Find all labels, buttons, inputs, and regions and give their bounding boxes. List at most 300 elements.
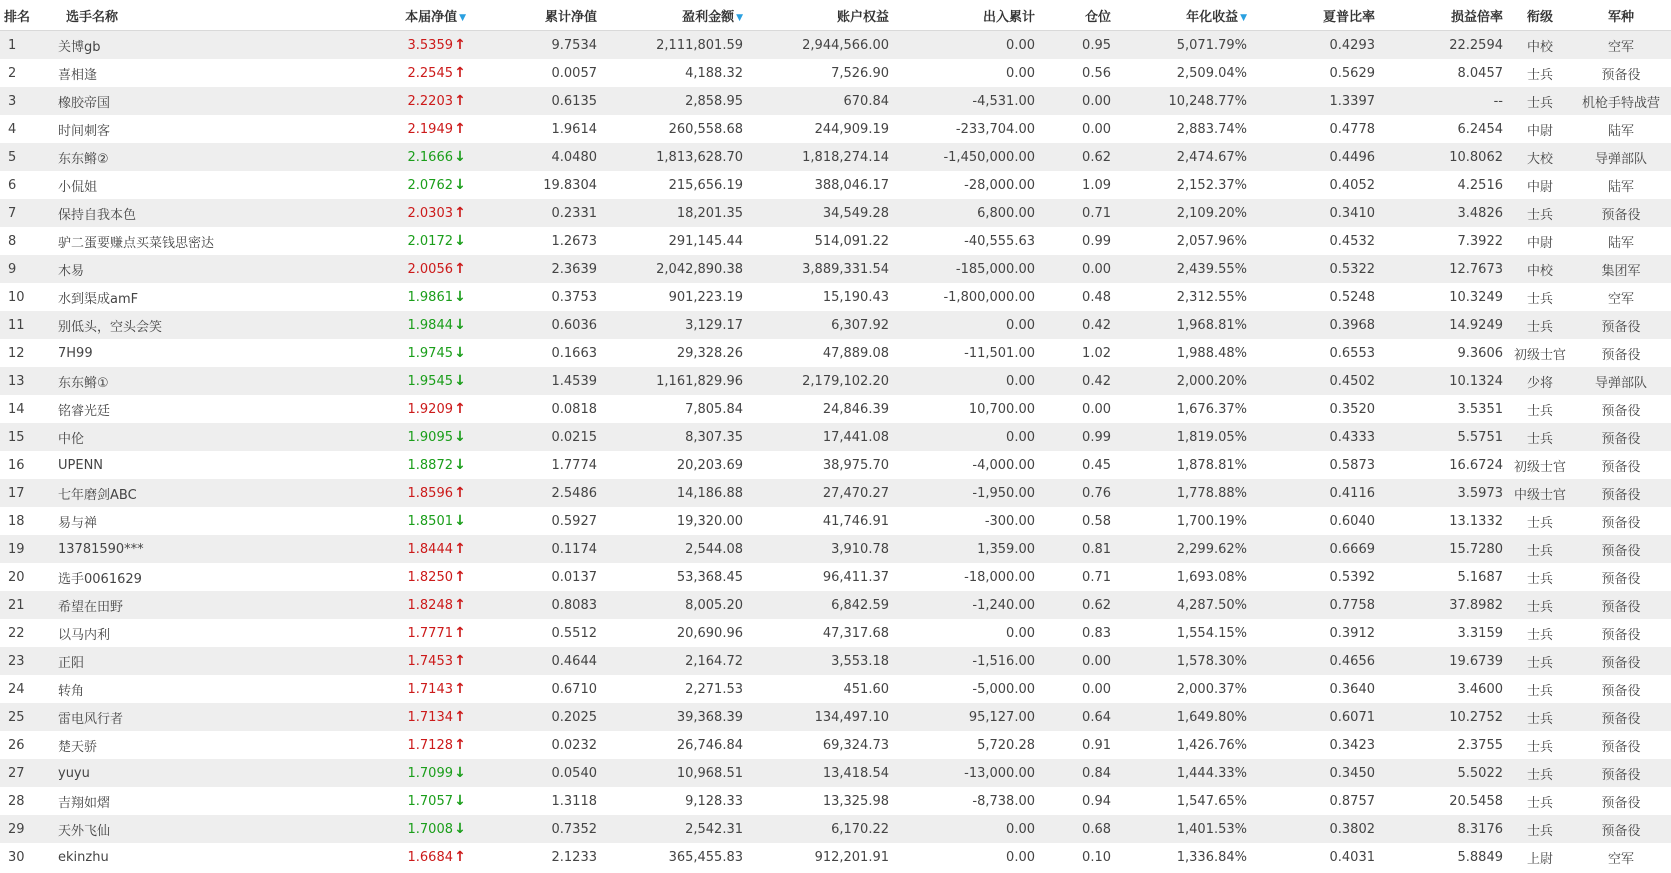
player-name[interactable]: 保持自我本色 [58, 207, 137, 223]
cum-nav-cell: 0.8083 [551, 597, 597, 613]
player-name[interactable]: 铭睿光廷 [58, 403, 111, 419]
up-arrow-icon: ↑ [454, 400, 466, 417]
arm-cell: 预备役 [1601, 655, 1641, 671]
pnl-cell: 1,813,628.70 [656, 149, 743, 165]
equity-cell: 34,549.28 [822, 205, 889, 221]
down-arrow-icon: ↓ [454, 372, 466, 389]
equity-cell: 41,746.91 [822, 513, 889, 529]
player-name[interactable]: 东东鳉② [58, 151, 109, 167]
nav-value: 2.1949 [407, 121, 453, 137]
table-row[interactable] [0, 171, 1671, 199]
pnl-cell: 20,203.69 [676, 457, 743, 473]
table-row[interactable] [0, 227, 1671, 255]
pl-ratio-cell: 10.1324 [1449, 373, 1503, 389]
nav-value: 1.7771 [407, 625, 453, 641]
player-name[interactable]: ekinzhu [58, 849, 109, 865]
down-arrow-icon: ↓ [454, 456, 466, 473]
col-equity-label: 账户权益 [836, 9, 889, 25]
flow-cell: -1,950.00 [972, 485, 1035, 501]
rank-title-cell: 士兵 [1526, 319, 1553, 335]
col-name-label: 选手名称 [66, 9, 119, 25]
rank-title-cell: 士兵 [1526, 67, 1553, 83]
rank-title-cell: 士兵 [1526, 627, 1553, 643]
nav-value: 1.8250 [407, 569, 453, 585]
flow-cell: 0.00 [1006, 821, 1035, 837]
nav-cell [336, 311, 472, 339]
arm-cell: 预备役 [1601, 767, 1641, 783]
pnl-cell: 8,307.35 [685, 429, 743, 445]
arm-cell: 预备役 [1601, 543, 1641, 559]
rank-title-cell: 少将 [1526, 375, 1553, 391]
position-cell: 0.00 [1082, 93, 1111, 109]
annual-return-cell: 1,878.81% [1176, 457, 1247, 473]
sharpe-cell: 0.3450 [1329, 765, 1375, 781]
nav-cell [336, 423, 472, 451]
col-flow-header[interactable] [895, 0, 1041, 31]
player-name[interactable]: 希望在田野 [58, 599, 124, 615]
flow-cell: 0.00 [1006, 37, 1035, 53]
nav-cell [336, 31, 472, 60]
pnl-cell: 2,542.31 [685, 821, 743, 837]
rank-title-cell: 中校 [1526, 39, 1553, 55]
nav-value: 1.7143 [407, 681, 453, 697]
nav-cell [336, 255, 472, 283]
annual-return-cell: 2,057.96% [1176, 233, 1247, 249]
rank-cell: 7 [8, 205, 17, 221]
flow-cell: -300.00 [984, 513, 1035, 529]
rank-title-cell: 初级士官 [1513, 459, 1566, 475]
player-name[interactable]: 选手0061629 [58, 571, 142, 587]
table-row[interactable] [0, 339, 1671, 367]
arm-cell: 陆军 [1607, 123, 1634, 139]
table-row[interactable] [0, 675, 1671, 703]
equity-cell: 38,975.70 [822, 457, 889, 473]
down-arrow-icon: ↓ [454, 512, 466, 529]
equity-cell: 451.60 [843, 681, 889, 697]
position-cell: 0.99 [1082, 233, 1111, 249]
nav-cell [336, 171, 472, 199]
up-arrow-icon: ↑ [454, 624, 466, 641]
table-row[interactable] [0, 619, 1671, 647]
nav-value: 1.8444 [407, 541, 453, 557]
cum-nav-cell: 2.5486 [551, 485, 597, 501]
arm-cell: 预备役 [1601, 571, 1641, 587]
up-arrow-icon: ↑ [454, 680, 466, 697]
nav-value: 2.1666 [407, 149, 453, 165]
player-name[interactable]: 水到渠成amF [58, 291, 139, 307]
position-cell: 0.00 [1082, 681, 1111, 697]
col-annual-label: 年化收益 [1186, 9, 1239, 25]
player-name[interactable]: 以马内利 [58, 627, 111, 643]
table-row[interactable] [0, 367, 1671, 395]
table-row[interactable] [0, 395, 1671, 423]
col-nav-header[interactable] [336, 0, 472, 31]
equity-cell: 27,470.27 [822, 485, 889, 501]
equity-cell: 69,324.73 [822, 737, 889, 753]
flow-cell: -28,000.00 [964, 177, 1035, 193]
pl-ratio-cell: 37.8982 [1449, 597, 1503, 613]
equity-cell: 2,944,566.00 [802, 37, 889, 53]
sort-desc-icon[interactable]: ▼ [459, 12, 466, 23]
cum-nav-cell: 0.5512 [551, 625, 597, 641]
player-name[interactable]: 楚天骄 [58, 739, 98, 755]
arm-cell: 空军 [1607, 39, 1634, 55]
col-cum-nav-header[interactable] [472, 0, 603, 31]
rank-title-cell: 中尉 [1526, 235, 1553, 251]
table-row[interactable] [0, 787, 1671, 815]
table-row[interactable] [0, 31, 1671, 60]
cum-nav-cell: 1.2673 [551, 233, 597, 249]
position-cell: 0.58 [1082, 513, 1111, 529]
cum-nav-cell: 0.0057 [551, 65, 597, 81]
cum-nav-cell: 0.4644 [551, 653, 597, 669]
arm-cell: 预备役 [1601, 403, 1641, 419]
pl-ratio-cell: 10.3249 [1449, 289, 1503, 305]
pnl-cell: 53,368.45 [676, 569, 743, 585]
arm-cell: 导弹部队 [1594, 375, 1647, 391]
flow-cell: -1,800,000.00 [943, 289, 1035, 305]
nav-cell [336, 535, 472, 563]
table-row[interactable] [0, 479, 1671, 507]
nav-value: 2.0762 [407, 177, 453, 193]
table-row[interactable] [0, 451, 1671, 479]
arm-cell: 集团军 [1601, 263, 1641, 279]
player-name[interactable]: 驴二蛋要赚点买菜钱思密达 [58, 235, 215, 251]
player-name[interactable]: 13781590*** [58, 541, 144, 557]
player-name[interactable]: 中伦 [58, 431, 85, 447]
cum-nav-cell: 9.7534 [551, 37, 597, 53]
arm-cell: 空军 [1607, 291, 1634, 307]
pnl-cell: 9,128.33 [685, 793, 743, 809]
pl-ratio-cell: 5.5751 [1457, 429, 1503, 445]
nav-cell [336, 647, 472, 675]
cum-nav-cell: 19.8304 [543, 177, 597, 193]
player-name[interactable]: yuyu [58, 765, 90, 781]
table-row[interactable] [0, 843, 1671, 871]
player-name[interactable]: 天外飞仙 [58, 823, 111, 839]
flow-cell: -185,000.00 [955, 261, 1035, 277]
pl-ratio-cell: 3.5351 [1457, 401, 1503, 417]
pnl-cell: 7,805.84 [685, 401, 743, 417]
pl-ratio-cell: 10.2752 [1449, 709, 1503, 725]
rank-cell: 25 [8, 709, 25, 725]
position-cell: 0.42 [1082, 317, 1111, 333]
pnl-cell: 365,455.83 [668, 849, 743, 865]
player-name[interactable]: 吉翔如熠 [58, 795, 111, 811]
rank-cell: 4 [8, 121, 17, 137]
table-row[interactable] [0, 731, 1671, 759]
equity-cell: 24,846.39 [822, 401, 889, 417]
down-arrow-icon: ↓ [454, 232, 466, 249]
down-arrow-icon: ↓ [454, 764, 466, 781]
cum-nav-cell: 0.6036 [551, 317, 597, 333]
sharpe-cell: 0.6669 [1329, 541, 1375, 557]
down-arrow-icon: ↓ [454, 820, 466, 837]
arm-cell: 预备役 [1601, 487, 1641, 503]
col-arm-header[interactable] [1571, 0, 1671, 31]
position-cell: 0.56 [1082, 65, 1111, 81]
col-pnl-header[interactable] [603, 0, 749, 31]
cum-nav-cell: 0.0232 [551, 737, 597, 753]
nav-value: 1.8596 [407, 485, 453, 501]
sharpe-cell: 0.4052 [1329, 177, 1375, 193]
player-name[interactable]: 易与禅 [58, 515, 98, 531]
sharpe-cell: 0.3912 [1329, 625, 1375, 641]
arm-cell: 预备役 [1601, 347, 1641, 363]
nav-value: 1.7099 [407, 765, 453, 781]
nav-value: 1.9745 [407, 345, 453, 361]
pl-ratio-cell: 20.5458 [1449, 793, 1503, 809]
table-row[interactable] [0, 255, 1671, 283]
pnl-cell: 2,858.95 [685, 93, 743, 109]
player-name[interactable]: 橡胶帝国 [58, 95, 111, 111]
rank-title-cell: 士兵 [1526, 739, 1553, 755]
rank-cell: 30 [8, 849, 25, 865]
flow-cell: 0.00 [1006, 625, 1035, 641]
nav-value: 1.8872 [407, 457, 453, 473]
cum-nav-cell: 0.3753 [551, 289, 597, 305]
table-row[interactable] [0, 283, 1671, 311]
nav-cell [336, 787, 472, 815]
arm-cell: 预备役 [1601, 515, 1641, 531]
player-name[interactable]: 时间刺客 [58, 123, 111, 139]
equity-cell: 47,317.68 [822, 625, 889, 641]
sharpe-cell: 0.5322 [1329, 261, 1375, 277]
nav-cell [336, 479, 472, 507]
nav-cell [336, 675, 472, 703]
rank-title-cell: 士兵 [1526, 795, 1553, 811]
annual-return-cell: 1,968.81% [1176, 317, 1247, 333]
position-cell: 0.71 [1082, 569, 1111, 585]
table-row[interactable] [0, 647, 1671, 675]
sort-desc-icon[interactable]: ▼ [736, 12, 743, 23]
arm-cell: 预备役 [1601, 711, 1641, 727]
pl-ratio-cell: 14.9249 [1449, 317, 1503, 333]
col-pnl-label: 盈利金额 [682, 9, 735, 25]
cum-nav-cell: 0.0818 [551, 401, 597, 417]
nav-value: 1.7057 [407, 793, 453, 809]
up-arrow-icon: ↑ [454, 652, 466, 669]
player-name[interactable]: 别低头，空头会笑 [58, 319, 163, 335]
nav-cell [336, 115, 472, 143]
player-name[interactable]: 木易 [58, 263, 85, 279]
equity-cell: 13,418.54 [822, 765, 889, 781]
pl-ratio-cell: 5.1687 [1457, 569, 1503, 585]
rank-cell: 27 [8, 765, 25, 781]
position-cell: 0.99 [1082, 429, 1111, 445]
sharpe-cell: 0.4116 [1329, 485, 1375, 501]
nav-cell [336, 815, 472, 843]
nav-cell [336, 507, 472, 535]
equity-cell: 15,190.43 [822, 289, 889, 305]
pl-ratio-cell: 4.2516 [1457, 177, 1503, 193]
sharpe-cell: 0.4031 [1329, 849, 1375, 865]
nav-value: 2.0056 [407, 261, 453, 277]
col-equity-header[interactable] [749, 0, 895, 31]
cum-nav-cell: 1.4539 [551, 373, 597, 389]
sharpe-cell: 0.6040 [1329, 513, 1375, 529]
table-row[interactable] [0, 591, 1671, 619]
flow-cell: 95,127.00 [968, 709, 1035, 725]
down-arrow-icon: ↓ [454, 792, 466, 809]
nav-cell [336, 731, 472, 759]
pl-ratio-cell: 9.3606 [1457, 345, 1503, 361]
pl-ratio-cell: 3.4600 [1457, 681, 1503, 697]
rank-title-cell: 初级士官 [1513, 347, 1566, 363]
flow-cell: -1,516.00 [972, 653, 1035, 669]
equity-cell: 6,307.92 [831, 317, 889, 333]
table-row[interactable] [0, 535, 1671, 563]
nav-value: 1.9844 [407, 317, 453, 333]
up-arrow-icon: ↑ [454, 260, 466, 277]
flow-cell: 10,700.00 [968, 401, 1035, 417]
col-position-header[interactable] [1041, 0, 1117, 31]
player-name[interactable]: 7H99 [58, 345, 93, 361]
table-row[interactable] [0, 563, 1671, 591]
rank-cell: 6 [8, 177, 17, 193]
rank-title-cell: 士兵 [1526, 683, 1553, 699]
table-body [0, 31, 1671, 872]
player-name[interactable]: 喜相逢 [58, 67, 98, 83]
table-row[interactable] [0, 507, 1671, 535]
col-rank-label: 排名 [4, 9, 31, 25]
pl-ratio-cell: 5.5022 [1457, 765, 1503, 781]
col-sharpe-header[interactable] [1253, 0, 1381, 31]
sharpe-cell: 0.5392 [1329, 569, 1375, 585]
equity-cell: 1,818,274.14 [802, 149, 889, 165]
player-name[interactable]: UPENN [58, 457, 104, 473]
rank-cell: 5 [8, 149, 17, 165]
annual-return-cell: 1,649.80% [1176, 709, 1247, 725]
arm-cell: 空军 [1607, 851, 1634, 867]
arm-cell: 预备役 [1601, 207, 1641, 223]
rank-cell: 28 [8, 793, 25, 809]
table-row[interactable] [0, 143, 1671, 171]
col-rank-header[interactable] [0, 0, 44, 31]
col-rank-title-header[interactable] [1509, 0, 1571, 31]
rank-cell: 10 [8, 289, 25, 305]
up-arrow-icon: ↑ [454, 568, 466, 585]
table-row[interactable] [0, 199, 1671, 227]
annual-return-cell: 1,578.30% [1176, 653, 1247, 669]
down-arrow-icon: ↓ [454, 428, 466, 445]
col-plr-label: 损益倍率 [1450, 9, 1503, 25]
annual-return-cell: 2,109.20% [1176, 205, 1247, 221]
annual-return-cell: 2,000.20% [1176, 373, 1247, 389]
nav-cell [336, 591, 472, 619]
pl-ratio-cell: 16.6724 [1449, 457, 1503, 473]
col-plr-header[interactable] [1381, 0, 1509, 31]
up-arrow-icon: ↑ [454, 120, 466, 137]
sharpe-cell: 0.4778 [1329, 121, 1375, 137]
table-row[interactable] [0, 815, 1671, 843]
arm-cell: 预备役 [1601, 823, 1641, 839]
sharpe-cell: 0.3802 [1329, 821, 1375, 837]
arm-cell: 机枪手特战营 [1581, 95, 1660, 111]
pnl-cell: 8,005.20 [685, 597, 743, 613]
flow-cell: -5,000.00 [972, 681, 1035, 697]
nav-cell [336, 283, 472, 311]
flow-cell: 5,720.28 [977, 737, 1035, 753]
player-name[interactable]: 七年磨剑ABC [58, 487, 137, 503]
annual-return-cell: 2,883.74% [1176, 121, 1247, 137]
equity-cell: 7,526.90 [831, 65, 889, 81]
rank-title-cell: 士兵 [1526, 403, 1553, 419]
player-name[interactable]: 小侃姐 [58, 179, 98, 195]
annual-return-cell: 1,676.37% [1176, 401, 1247, 417]
flow-cell: -1,450,000.00 [943, 149, 1035, 165]
sharpe-cell: 0.5629 [1329, 65, 1375, 81]
player-name[interactable]: 关博gb [58, 39, 101, 55]
player-name[interactable]: 正阳 [58, 655, 85, 671]
col-annual-header[interactable] [1117, 0, 1253, 31]
equity-cell: 3,910.78 [831, 541, 889, 557]
rank-cell: 19 [8, 541, 25, 557]
nav-cell [336, 759, 472, 787]
sort-desc-icon[interactable]: ▼ [1240, 12, 1247, 23]
table-row[interactable] [0, 87, 1671, 115]
pnl-cell: 291,145.44 [668, 233, 743, 249]
up-arrow-icon: ↑ [454, 484, 466, 501]
cum-nav-cell: 0.1174 [551, 541, 597, 557]
cum-nav-cell: 4.0480 [551, 149, 597, 165]
arm-cell: 预备役 [1601, 795, 1641, 811]
table-row[interactable] [0, 59, 1671, 87]
position-cell: 0.91 [1082, 737, 1111, 753]
arm-cell: 预备役 [1601, 459, 1641, 475]
down-arrow-icon: ↓ [454, 288, 466, 305]
player-name[interactable]: 东东鳉① [58, 375, 109, 391]
arm-cell: 预备役 [1601, 683, 1641, 699]
table-row[interactable] [0, 703, 1671, 731]
flow-cell: -11,501.00 [964, 345, 1035, 361]
player-name[interactable]: 雷电风行者 [58, 711, 124, 727]
position-cell: 0.62 [1082, 597, 1111, 613]
table-row[interactable] [0, 115, 1671, 143]
pl-ratio-cell: 7.3922 [1457, 233, 1503, 249]
table-row[interactable] [0, 423, 1671, 451]
nav-cell [336, 367, 472, 395]
nav-value: 1.9095 [407, 429, 453, 445]
nav-cell [336, 59, 472, 87]
rank-title-cell: 大校 [1526, 151, 1553, 167]
pl-ratio-cell: 12.7673 [1449, 261, 1503, 277]
nav-cell [336, 619, 472, 647]
cum-nav-cell: 0.1663 [551, 345, 597, 361]
flow-cell: -8,738.00 [972, 793, 1035, 809]
col-name-header[interactable] [44, 0, 336, 31]
rank-cell: 13 [8, 373, 25, 389]
nav-cell [336, 143, 472, 171]
up-arrow-icon: ↑ [454, 708, 466, 725]
table-row[interactable] [0, 759, 1671, 787]
cum-nav-cell: 0.0540 [551, 765, 597, 781]
equity-cell: 134,497.10 [814, 709, 889, 725]
pnl-cell: 19,320.00 [676, 513, 743, 529]
table-row[interactable] [0, 311, 1671, 339]
position-cell: 0.81 [1082, 541, 1111, 557]
equity-cell: 96,411.37 [822, 569, 889, 585]
player-name[interactable]: 转角 [58, 683, 85, 699]
up-arrow-icon: ↑ [454, 64, 466, 81]
sharpe-cell: 0.6071 [1329, 709, 1375, 725]
rank-title-cell: 士兵 [1526, 823, 1553, 839]
position-cell: 0.00 [1082, 121, 1111, 137]
rank-cell: 9 [8, 261, 17, 277]
arm-cell: 导弹部队 [1594, 151, 1647, 167]
arm-cell: 预备役 [1601, 319, 1641, 335]
header-row [0, 0, 1671, 31]
